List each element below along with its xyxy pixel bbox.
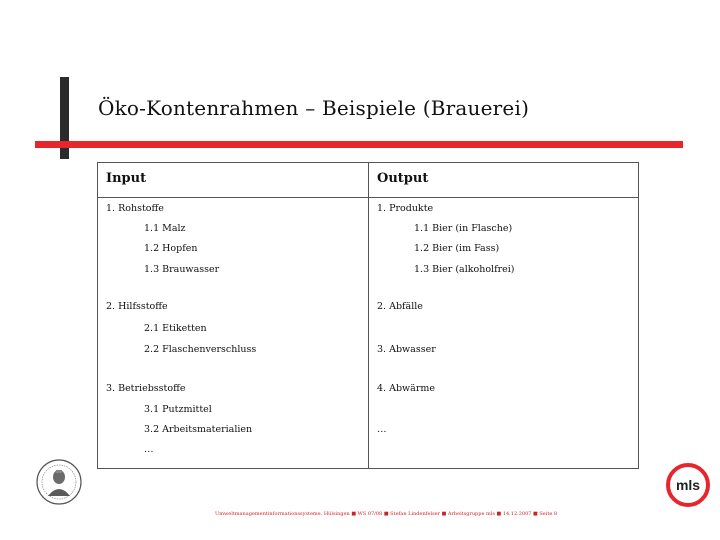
mls-logo-text: mls bbox=[675, 477, 701, 493]
output-item: 3. Abwasser bbox=[377, 344, 436, 355]
output-item: … bbox=[377, 424, 387, 435]
input-header: Input bbox=[106, 171, 147, 186]
output-item: 4. Abwärme bbox=[377, 383, 435, 394]
input-item: 2.2 Flaschenverschluss bbox=[144, 344, 257, 355]
output-item: 1.3 Bier (alkoholfrei) bbox=[414, 264, 515, 275]
input-item: 3.2 Arbeitsmaterialien bbox=[144, 424, 253, 435]
input-header-cell bbox=[98, 163, 369, 198]
slide-title: Öko-Kontenrahmen – Beispiele (Brauerei) bbox=[98, 96, 530, 120]
output-item: 1.2 Bier (im Fass) bbox=[414, 243, 500, 254]
output-item: 2. Abfälle bbox=[377, 301, 423, 312]
input-item: 1.2 Hopfen bbox=[144, 243, 198, 254]
output-item: 1. Produkte bbox=[377, 203, 434, 214]
input-item: 3.1 Putzmittel bbox=[144, 404, 212, 415]
input-item: 1.3 Brauwasser bbox=[144, 264, 220, 275]
input-item: 2.1 Etiketten bbox=[144, 323, 207, 334]
footer-text: Umweltmanagementinformationssysteme, Hülsingen ■ WS 07/08 ■ Stefan Lindenfelser ■ Arbeitsgruppe mls ■ 14.12.2007 ■ Seite 8 bbox=[215, 511, 558, 517]
input-output-table bbox=[97, 162, 639, 469]
column-divider bbox=[368, 197, 369, 468]
input-item: 2. Hilfsstoffe bbox=[106, 301, 168, 312]
output-header-cell bbox=[369, 163, 638, 198]
output-header: Output bbox=[377, 171, 429, 186]
input-item: 3. Betriebsstoffe bbox=[106, 383, 186, 394]
input-item: 1.1 Malz bbox=[144, 223, 186, 234]
university-seal-logo bbox=[35, 456, 83, 508]
input-item: 1. Rohstoffe bbox=[106, 203, 164, 214]
mls-logo bbox=[662, 462, 714, 508]
input-item: … bbox=[144, 444, 154, 455]
output-item: 1.1 Bier (in Flasche) bbox=[414, 223, 513, 234]
title-underline-bar bbox=[35, 141, 683, 148]
